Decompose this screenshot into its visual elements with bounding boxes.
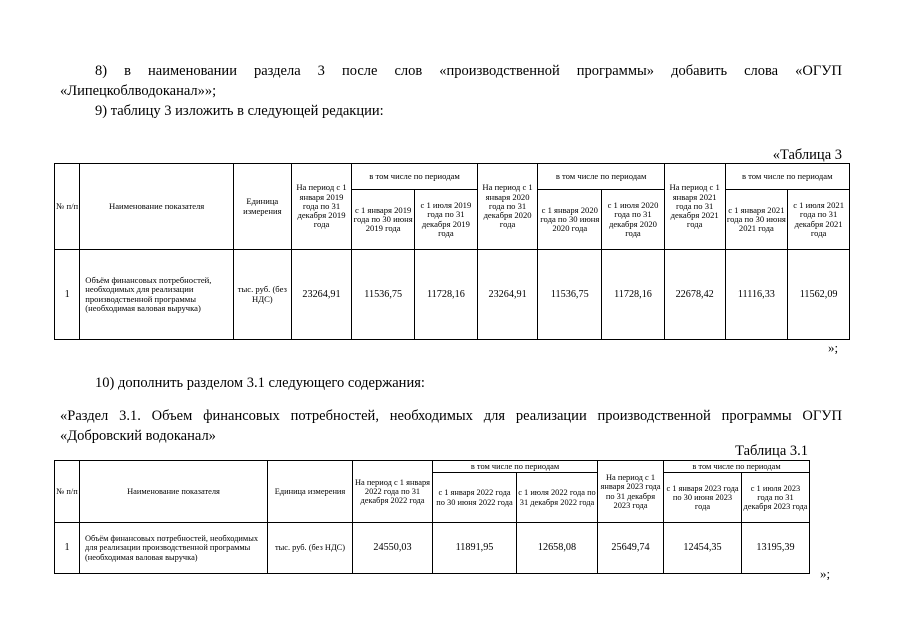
- table-3-close: »;: [828, 340, 839, 355]
- item-8-line-2: «Липецкоблводоканал»»;: [60, 83, 217, 99]
- header-2019-h1: с 1 января 2019 года по 30 июня 2019 года: [352, 190, 415, 250]
- header-2022-full: На период с 1 января 2022 года по 31 декабря 2022 года: [353, 461, 433, 523]
- value-cell: 11728,16: [415, 250, 478, 340]
- header-2021-h2: с 1 июля 2021 года по 31 декабря 2021 года: [788, 190, 850, 250]
- value-cell: 11536,75: [538, 250, 602, 340]
- header-no: № п/п: [55, 164, 80, 250]
- table-3-1-caption: Таблица 3.1: [735, 443, 808, 459]
- header-2019-h2: с 1 июля 2019 года по 31 декабря 2019 года: [415, 190, 478, 250]
- header-2020-incl: в том числе по периодам: [538, 164, 664, 190]
- header-no: № п/п: [55, 461, 80, 523]
- header-2023-h2: с 1 июля 2023 года по 31 декабря 2023 года: [742, 473, 810, 523]
- item-10: 10) дополнить разделом 3.1 следующего содержания:: [95, 375, 425, 391]
- value-cell: 11536,75: [352, 250, 415, 340]
- header-2019-full: На период с 1 января 2019 года по 31 декабря 2019 года: [291, 164, 352, 250]
- section-3-1-line-1: «Раздел 3.1. Объем финансовых потребностей, необходимых для реализации производственной программы ОГУП: [60, 408, 842, 424]
- value-cell: 13195,39: [742, 523, 810, 574]
- value-cell: 12454,35: [664, 523, 742, 574]
- header-2020-full: На период с 1 января 2020 года по 31 декабря 2020 года: [477, 164, 538, 250]
- header-2019-incl: в том числе по периодам: [352, 164, 477, 190]
- row-name: Объём финансовых потребностей, необходимых для реализации производственной программы (необходимая валовая выручка): [80, 523, 268, 574]
- value-cell: 11116,33: [725, 250, 788, 340]
- row-name: Объём финансовых потребностей, необходимых для реализации производственной программы (необходимая валовая выручка): [80, 250, 234, 340]
- row-no: 1: [55, 523, 80, 574]
- table-3: [54, 163, 850, 340]
- header-2022-incl: в том числе по периодам: [433, 461, 598, 473]
- value-cell: 11728,16: [602, 250, 665, 340]
- value-cell: 24550,03: [353, 523, 433, 574]
- header-name: Наименование показателя: [80, 164, 234, 250]
- header-2021-h1: с 1 января 2021 года по 30 июня 2021 года: [725, 190, 788, 250]
- value-cell: 11891,95: [433, 523, 517, 574]
- header-2023-h1: с 1 января 2023 года по 30 июня 2023 года: [664, 473, 742, 523]
- header-2020-h2: с 1 июля 2020 года по 31 декабря 2020 года: [602, 190, 665, 250]
- value-cell: 25649,74: [598, 523, 664, 574]
- value-cell: 23264,91: [477, 250, 538, 340]
- table-row: [55, 250, 850, 340]
- item-8-line-1: 8) в наименовании раздела 3 после слов «производственной программы» добавить слова «ОГУП: [95, 63, 842, 79]
- header-unit: Единица измерения: [268, 461, 353, 523]
- header-name: Наименование показателя: [80, 461, 268, 523]
- header-2021-full: На период с 1 января 2021 года по 31 декабря 2021 года: [664, 164, 725, 250]
- row-no: 1: [55, 250, 80, 340]
- value-cell: 12658,08: [517, 523, 598, 574]
- value-cell: 23264,91: [291, 250, 352, 340]
- table-3-1-close: »;: [820, 566, 831, 581]
- value-cell: 11562,09: [788, 250, 850, 340]
- value-cell: 22678,42: [664, 250, 725, 340]
- header-2020-h1: с 1 января 2020 года по 30 июня 2020 года: [538, 190, 602, 250]
- row-unit: тыс. руб. (без НДС): [234, 250, 292, 340]
- header-2023-incl: в том числе по периодам: [664, 461, 810, 473]
- header-2023-full: На период с 1 января 2023 года по 31 декабря 2023 года: [598, 461, 664, 523]
- header-unit: Единица измерения: [234, 164, 292, 250]
- table-3-caption: «Таблица 3: [772, 147, 842, 163]
- item-9: 9) таблицу 3 изложить в следующей редакции:: [95, 103, 384, 119]
- section-3-1-line-2: «Добровский водоканал»: [60, 428, 216, 444]
- row-unit: тыс. руб. (без НДС): [268, 523, 353, 574]
- table-row: [55, 523, 810, 574]
- table-3-1: [54, 460, 810, 574]
- header-2022-h2: с 1 июля 2022 года по 31 декабря 2022 года: [517, 473, 598, 523]
- header-2022-h1: с 1 января 2022 года по 30 июня 2022 года: [433, 473, 517, 523]
- header-2021-incl: в том числе по периодам: [725, 164, 850, 190]
